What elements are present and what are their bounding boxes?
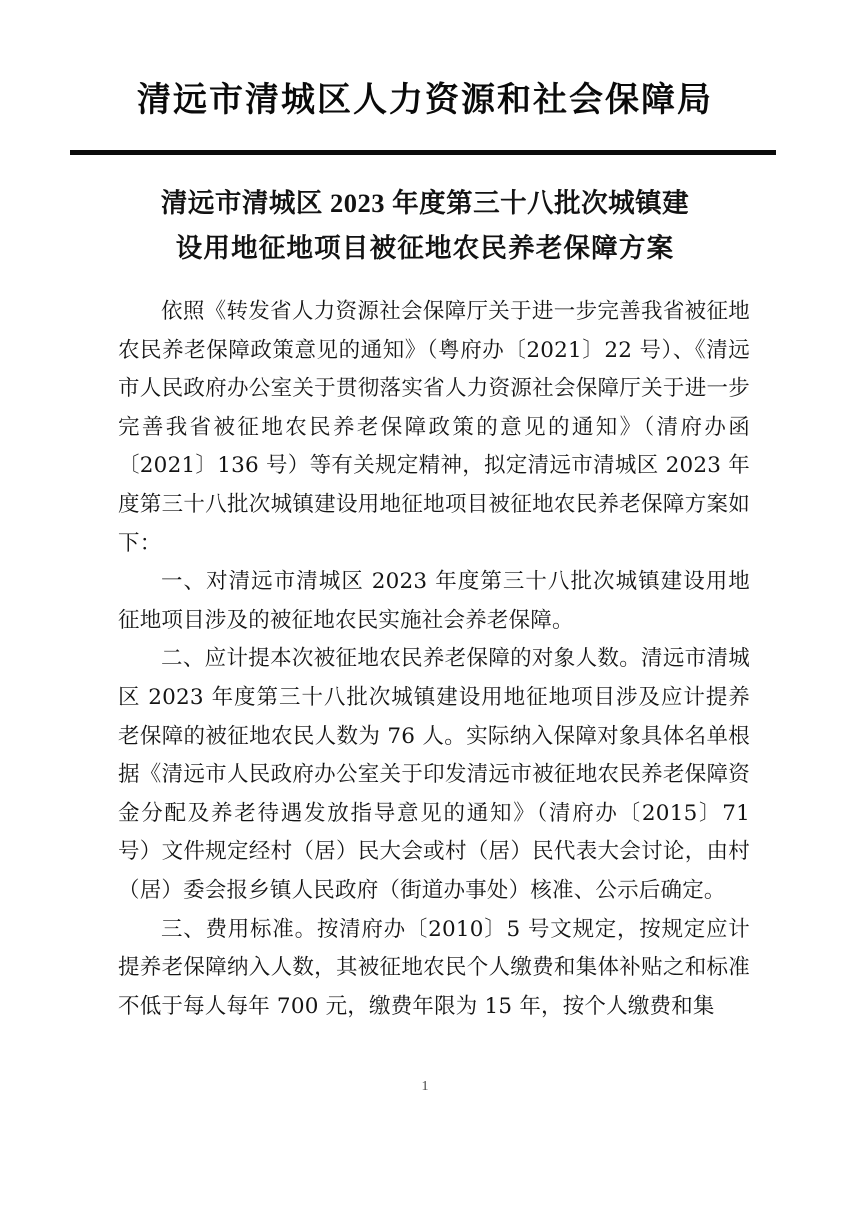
letterhead	[70, 78, 780, 124]
letterhead-divider	[70, 150, 776, 155]
page-number: 1	[421, 1079, 429, 1094]
document-title-line-1: 清远市清城区 2023 年度第三十八批次城镇建	[160, 188, 690, 218]
body-paragraph-preamble: 依照《转发省人力资源社会保障厅关于进一步完善我省被征地农民养老保障政策意见的通知》（粤府办〔2021〕22 号）、《清远市人民政府办公室关于贯彻落实省人力资源社会保障厅关于进一步完善我省被征地农民养老保障政策的意见的通知》（清府办函〔2021〕136 号）等有关规定精神，拟定清远市清城区 2023 年度第三十八批次城镇建设用地征地项目被征地农民养老保障方案如下：	[118, 299, 750, 556]
body-paragraph-item-1: 一、对清远市清城区 2023 年度第三十八批次城镇建设用地征地项目涉及的被征地农民实施社会养老保障。	[118, 569, 750, 633]
document-body	[118, 293, 750, 1026]
issuing-organization: 清远市清城区人力资源和社会保障局	[137, 82, 713, 119]
document-title	[125, 181, 725, 271]
document-title-line-2: 设用地征地项目被征地农民养老保障方案	[175, 233, 675, 263]
body-paragraph-item-2: 二、应计提本次被征地农民养老保障的对象人数。清远市清城区 2023 年度第三十八批次城镇建设用地征地项目涉及应计提养老保障的被征地农民人数为 76 人。实际纳入保障对象具体名单根据《清远市人民政府办公室关于印发清远市被征地农民养老保障资金分配及养老待遇发放指导意见的通知》（清府办〔2015〕71 号）文件规定经村（居）民大会或村（居）民代表大会讨论，由村（居）委会报乡镇人民政府（街道办事处）核准、公示后确定。	[118, 646, 750, 903]
body-paragraph-item-3: 三、费用标准。按清府办〔2010〕5 号文规定，按规定应计提养老保障纳入人数，其被征地农民个人缴费和集体补贴之和标准不低于每人每年 700 元，缴费年限为 15 年，按个人缴费和集	[118, 916, 750, 1019]
